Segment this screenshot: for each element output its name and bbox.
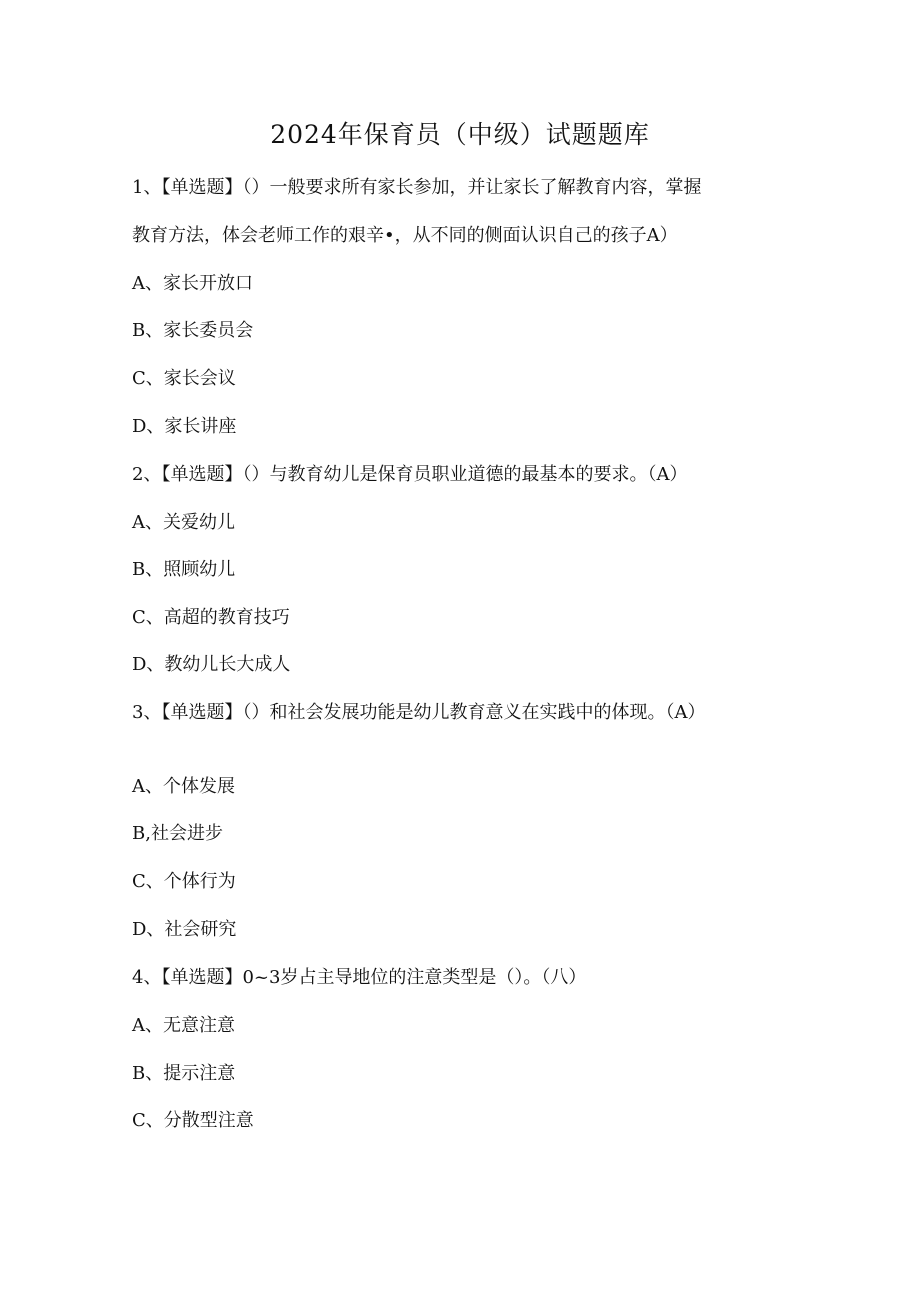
question-1-option-d: D、家长讲座	[132, 416, 237, 437]
question-2-option-a: A、关爱幼儿	[132, 512, 235, 533]
question-3-option-a: A、个体发展	[132, 776, 235, 797]
question-4-option-a: A、无意注意	[132, 1015, 235, 1036]
question-4-option-b: B、提示注意	[132, 1063, 236, 1084]
question-1-option-b: B、家长委员会	[132, 320, 254, 341]
question-2-option-b: B、照顾幼儿	[132, 559, 236, 580]
question-3-option-c: C、个体行为	[132, 871, 236, 892]
document-title: 2024年保育员（中级）试题题库	[270, 120, 650, 149]
question-1-stem-line-1: 1、【单选题】（）一般要求所有家长参加，并让家长了解教育内容，掌握	[132, 177, 702, 198]
question-4-stem-line-1: 4、【单选题】0~3岁占主导地位的注意类型是（）。（八）	[132, 967, 587, 988]
question-3-option-b: B,社会进步	[132, 823, 223, 844]
question-2-option-c: C、高超的教育技巧	[132, 607, 290, 628]
question-1-option-a: A、家长开放口	[132, 273, 253, 294]
question-3-option-d: D、社会研究	[132, 919, 237, 940]
question-3-stem-line-1: 3、【单选题】（）和社会发展功能是幼儿教育意义在实践中的体现。（A）	[132, 702, 706, 723]
question-1-option-c: C、家长会议	[132, 368, 236, 389]
question-1-stem-line-2: 教育方法，体会老师工作的艰辛•，从不同的侧面认识自己的孩子A）	[132, 225, 678, 246]
question-4-option-c: C、分散型注意	[132, 1110, 254, 1131]
question-2-option-d: D、教幼儿长大成人	[132, 654, 291, 675]
question-2-stem-line-1: 2、【单选题】（）与教育幼儿是保育员职业道德的最基本的要求。（A）	[132, 464, 688, 485]
